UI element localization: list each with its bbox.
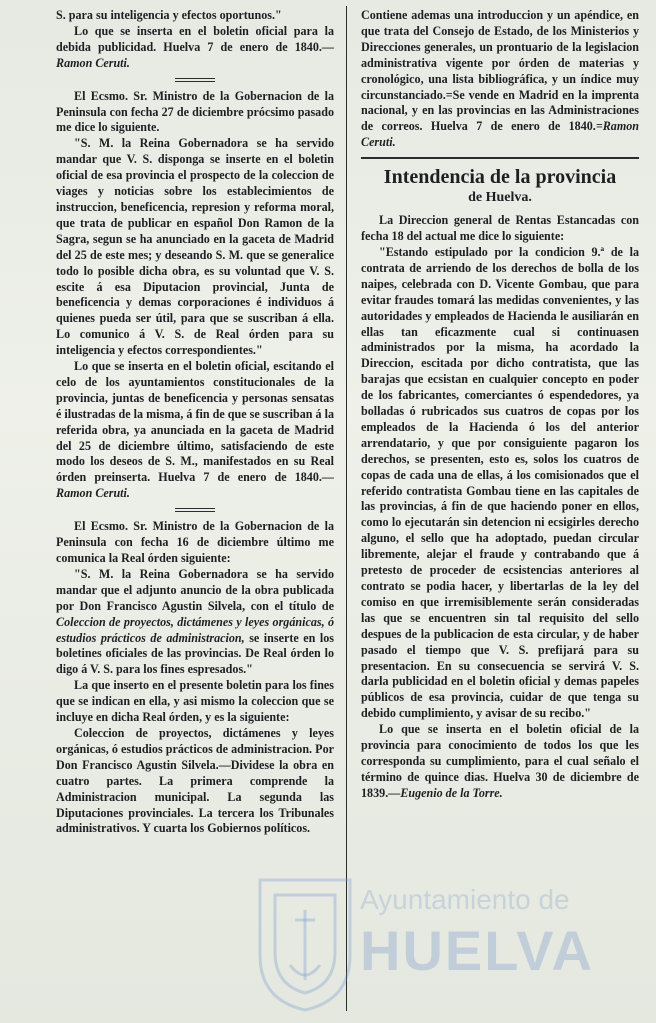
heading-rule bbox=[361, 157, 639, 159]
section-rule bbox=[175, 78, 215, 82]
section-subheading: de Huelva. bbox=[468, 190, 532, 206]
left-p7-text-a: "S. M. la Reina Gobernadora se ha servido mandar que el adjunto anuncio de la obra publicada por Don Francisco Agustin Silvela, con el título de bbox=[56, 566, 334, 613]
section-rule bbox=[175, 508, 215, 512]
right-column bbox=[361, 8, 639, 802]
left-p5-date: 1840. bbox=[294, 470, 322, 485]
left-p7-text-b: se inserte en los boletines oficiales de las provincias. De Real órden lo digo á V. S. para los fines espresados." bbox=[56, 630, 334, 677]
watermark-line-2: HUELVA bbox=[360, 919, 594, 982]
right-p4-signature: —Eugenio de la Torre. bbox=[388, 785, 503, 800]
left-p2-date: 1840. bbox=[294, 39, 322, 54]
left-paragraph-8: La que inserto en el presente boletin para los fines que se indican en ella, y asi mismo la coleccion que se incluye en dicha Real órden, y es la siguiente: bbox=[56, 678, 334, 725]
left-paragraph-6: El Ecsmo. Sr. Ministro de la Gobernacion de la Peninsula con fecha 16 de diciembre último me comunica la Real órden siguiente: bbox=[56, 519, 334, 565]
left-p2-text: Lo que se inserta en el boletin oficial para la debida publicidad. Huelva 7 de enero de bbox=[56, 23, 334, 54]
left-paragraph-9: Coleccion de proyectos, dictámenes y leyes orgánicas, ó estudios prácticos de administracion. Por Don Francisco Agustin Silvela.—Dividese la obra en cuatro partes. La primera comprende la Administracion municipal. La segunda las Diputaciones provinciales. La tercera los Tribunales administrativos. Y cuarta los Gobiernos políticos. bbox=[56, 725, 334, 836]
left-paragraph-3: El Ecsmo. Sr. Ministro de la Gobernacion de la Peninsula con fecha 27 de diciembre prócsimo pasado me dice lo siguiente. bbox=[56, 88, 334, 135]
left-p1-text: S. para su inteligencia y efectos oportunos." bbox=[56, 8, 282, 22]
left-paragraph-7 bbox=[56, 567, 334, 678]
right-p1-signature: =Ramon Ceruti. bbox=[361, 119, 639, 150]
right-p1-text: Contiene ademas una introduccion y un apéndice, en que trata del Consejo de Estado, de los Ministerios y Direcciones generales, un prontuario de la legislacion administrativa vigente por órden de materias y cronológico, una lista bibliográfica, y un índice muy circunstanciado.=Se vende en Madrid en la imprenta nacional, y en las provincias en las Administraciones de correos. Huelva 7 de enero de bbox=[361, 8, 639, 134]
left-column bbox=[56, 8, 334, 837]
watermark-line-1: Ayuntamiento de bbox=[360, 884, 570, 915]
left-paragraph-4 bbox=[56, 136, 334, 359]
left-p7-title: Coleccion de proyectos, dictámenes y leyes orgánicas, ó estudios prácticos de administracion, bbox=[56, 614, 334, 645]
right-p4-date: 1839. bbox=[361, 785, 389, 800]
left-paragraph-1 bbox=[56, 8, 334, 24]
section-heading: Intendencia de la provincia bbox=[383, 166, 617, 189]
left-p4-text: "S. M. la Reina Gobernadora se ha servido mandar que V. S. disponga se inserte en el boletin oficial de esa provincia el prospecto de la coleccion de viages y noticias sobre los establecimientos de instruccion, beneficencia, represion y reforma moral, que trata de publicar en español Don Ramon de la Sagra, segun se ha anunciado en la gaceta de Madrid del 25 de este mes; y deseando S. M. que se generalice todo lo posible dicha obra, es su voluntad que V. S. escite á esa Diputacion provincial, Junta de beneficencia y demas corporaciones é individuos á quienes pueda ser útil, para que se suscriban á ella. Lo comunico á V. S. de Real órden para su inteligencia y efectos correspondientes." bbox=[56, 136, 334, 358]
left-p2-signature: —Ramon Ceruti. bbox=[56, 39, 334, 70]
right-paragraph-1 bbox=[361, 8, 639, 151]
left-paragraph-5 bbox=[56, 359, 334, 502]
right-paragraph-3: "Estando estipulado por la condicion 9.ª de la contrata de arriendo de los derechos de bolla de los naipes, celebrada con D. Vicente Gombau, que para evitar fraudes tomará las medidas convenientes, y las autoridades y empleados de Hacienda le ausiliarán en ellas tan eficazmente cual si continuasen administrados por la misma, ha acordado la Direccion, escitada por dicho contratista, que las barajas que ecsistan en cualquier concepto en poder de los fabricantes, comerciantes ó espendedores, ya bolladas ó rubricados sus cuatros de copas por los empleados de la Hacienda ó los del anterior arrendatario, y que por consiguiente pagaron los derechos, se presenten, esto es, solos los cuatros de copas de cada una de ellas, á los comisionados que el referido contratista Gombau tiene en las capitales de las provincias, á fin de que haciendo poner en ellos, como lo ejecutarán sin detencion ni ecsigirles derecho alguno, el sello que ha adoptado, puedan circular libremente, alejar el fraude y contrabando que á pretesto de proceder de ecsistencias anteriores al contrato se podia hacer, y libertarlas de la ley del comiso en que irremisiblemente serán consideradas las que se encuentren sin tal requisito del sello despues de la publicacion de esta circular, y de haber pasado el tiempo que V. S. prefijará para su presentacion. En su consecuencia se servirá V. S. darla publicidad en el boletin oficial y demas papeles públicos de esa provincia, cuidar de que tenga su debido cumplimiento, y avisar de su recibo." bbox=[361, 244, 639, 721]
left-p5-text: Lo que se inserta en el boletin oficial, escitando el celo de los ayuntamientos constitucionales de la provincia, juntas de beneficencia y personas sensatas é ilustradas de la misma, á fin de que se suscriban á la referida obra, ya anunciada en la gaceta de Madrid del 25 de diciembre último, satisfaciendo de este modo los deseos de S. M., manifestados en su Real órden preinserta. Huelva 7 de enero de bbox=[56, 359, 334, 485]
left-p5-signature: —Ramon Ceruti. bbox=[56, 470, 334, 501]
right-paragraph-4 bbox=[361, 722, 639, 802]
right-paragraph-2: La Direccion general de Rentas Estancadas con fecha 18 del actual me dice lo siguiente: bbox=[361, 213, 639, 244]
right-p4-text: Lo que se inserta en el boletin oficial de la provincia para conocimiento de todos los que les corresponda su cumplimiento, para el cual señalo el término de quince dias. Huelva 30 de diciembre de bbox=[361, 722, 639, 784]
right-p1-date: 1840. bbox=[568, 119, 596, 134]
left-paragraph-2 bbox=[56, 24, 334, 72]
